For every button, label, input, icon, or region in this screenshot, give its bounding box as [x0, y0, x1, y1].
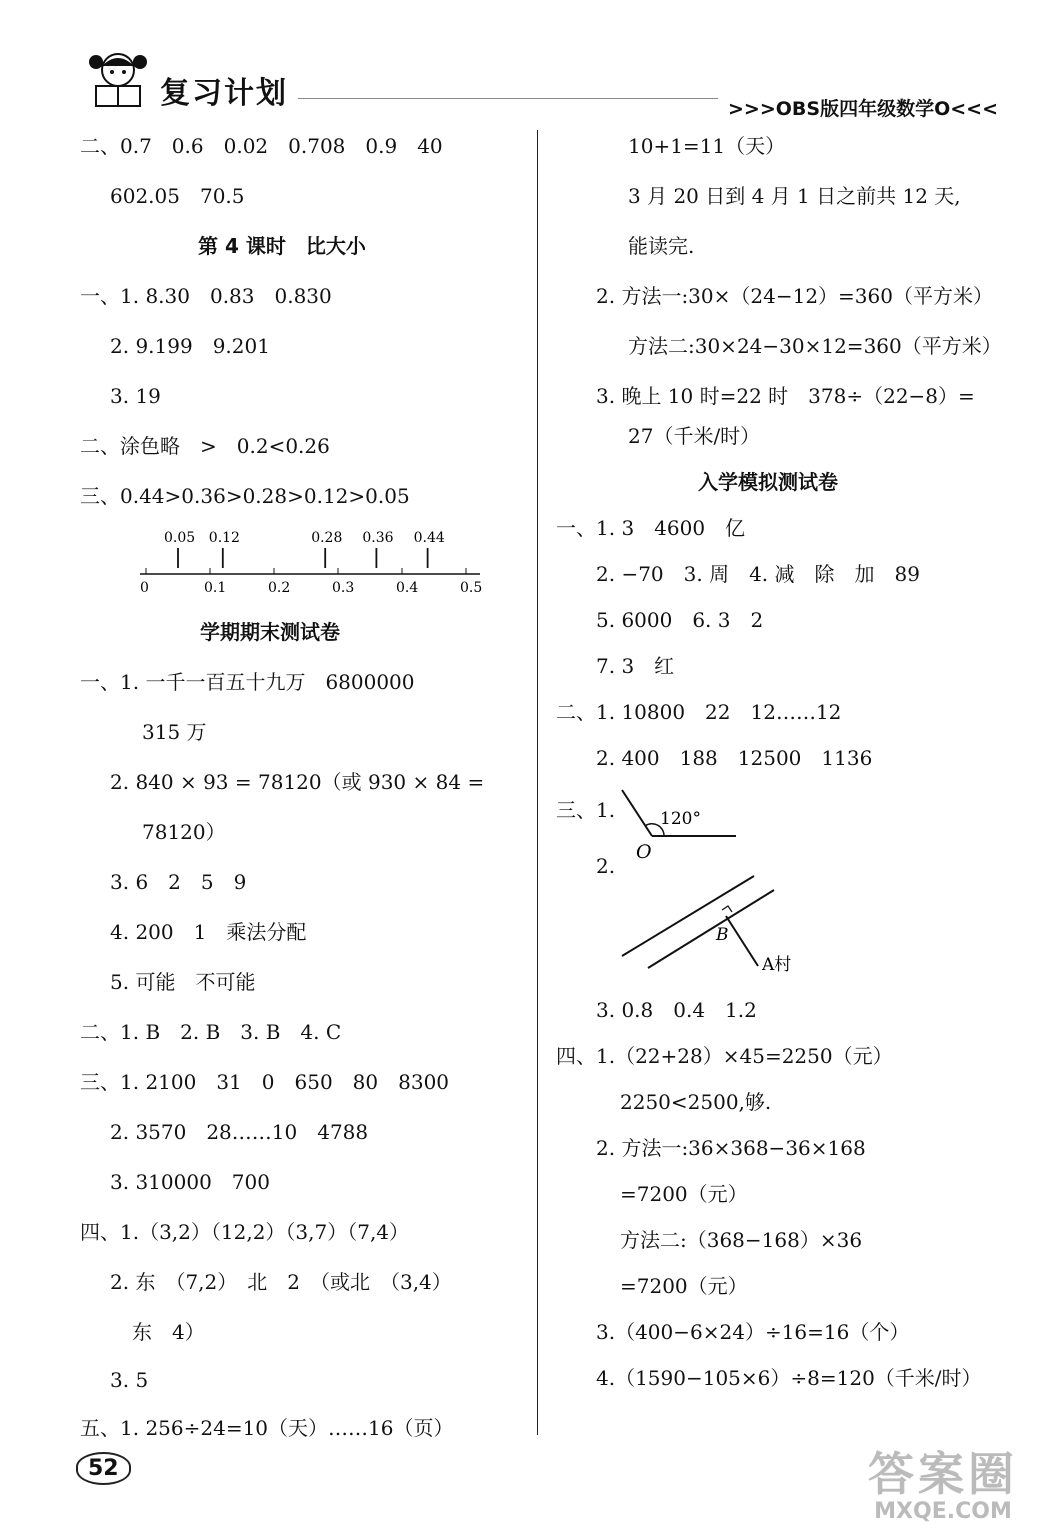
answer-line: 4. 200 1 乘法分配	[110, 920, 307, 944]
header-rule	[298, 98, 718, 99]
answer-line: 2.	[596, 854, 616, 878]
marked-point-label: 0.12	[208, 530, 240, 546]
section-heading: 第 4 课时 比大小	[198, 234, 366, 258]
answer-line: 2. 方法一:30×（24−12）=360（平方米）	[596, 284, 993, 308]
answer-line: 2. 840 × 93 = 78120（或 930 × 84 =	[110, 770, 485, 794]
answer-line: 315 万	[142, 720, 207, 744]
answer-line: 10+1=11（天）	[628, 134, 786, 158]
answer-line: 二、涂色略 > 0.2<0.26	[80, 434, 330, 458]
answer-line: 四、1.（22+28）×45=2250（元）	[556, 1044, 893, 1068]
answer-line: 3. 6 2 5 9	[110, 870, 247, 894]
marked-point-label: 0.05	[164, 530, 196, 546]
answer-line: 3 月 20 日到 4 月 1 日之前共 12 天,	[628, 184, 961, 208]
answer-line: 一、1. 3 4600 亿	[556, 516, 746, 540]
section-heading: 入学模拟测试卷	[698, 470, 838, 494]
answer-line: =7200（元）	[620, 1274, 748, 1298]
marked-point-label: 0.36	[362, 530, 394, 546]
answer-line: 一、1. 一千一百五十九万 6800000	[80, 670, 415, 694]
answer-line: 一、1. 8.30 0.83 0.830	[80, 284, 332, 308]
watermark-line2: MXQE.COM	[874, 1499, 1012, 1524]
watermark-line1: 答案圈	[868, 1447, 1018, 1501]
answer-line: 602.05 70.5	[110, 184, 245, 208]
answer-line: 3.（400−6×24）÷16=16（个）	[596, 1320, 910, 1344]
answer-line: 三、1. 2100 31 0 650 80 8300	[80, 1070, 450, 1094]
answer-line: 五、1. 256÷24=10（天）……16（页）	[80, 1416, 454, 1440]
answer-line: 78120）	[142, 820, 226, 844]
answer-line: 三、0.44>0.36>0.28>0.12>0.05	[80, 484, 410, 508]
axis-tick-label: 0	[140, 580, 149, 596]
marked-point-label: 0.44	[413, 530, 445, 546]
answer-line: 2. 东 （7,2） 北 2 （或北 （3,4）	[110, 1270, 452, 1294]
village-a-label: A村	[762, 955, 792, 975]
answer-line: 7. 3 红	[596, 654, 675, 678]
page-number: 52	[76, 1452, 131, 1485]
axis-tick-label: 0.4	[396, 580, 419, 596]
axis-tick-label: 0.5	[460, 580, 483, 596]
angle-vertex: O	[636, 841, 652, 863]
answer-line: 2. 3570 28……10 4788	[110, 1120, 369, 1144]
answer-line: 5. 6000 6. 3 2	[596, 608, 764, 632]
axis-tick-label: 0.3	[332, 580, 355, 596]
watermark	[868, 1449, 1018, 1524]
parallel-lines-diagram	[618, 866, 838, 986]
answer-line: 二、1. B 2. B 3. B 4. C	[80, 1020, 342, 1044]
answer-line: 2. −70 3. 周 4. 减 除 加 89	[596, 562, 920, 586]
answer-line: 3. 0.8 0.4 1.2	[596, 998, 757, 1022]
answer-line: 3. 晚上 10 时=22 时 378÷（22−8）=	[596, 384, 975, 408]
answer-line: 方法二:（368−168）×36	[620, 1228, 863, 1252]
mascot-logo	[82, 48, 154, 110]
answer-line: 3. 19	[110, 384, 161, 408]
answer-line: 2. 9.199 9.201	[110, 334, 270, 358]
angle-label: 120°	[660, 809, 701, 829]
answer-line: 4.（1590−105×6）÷8=120（千米/时）	[596, 1366, 982, 1390]
answer-line: 5. 可能 不可能	[110, 970, 256, 994]
axis-tick-label: 0.1	[204, 580, 227, 596]
answer-line: 能读完.	[628, 234, 695, 258]
answer-line: 3. 310000 700	[110, 1170, 270, 1194]
answer-line: 二、0.7 0.6 0.02 0.708 0.9 40	[80, 134, 443, 158]
answer-line: 2. 400 188 12500 1136	[596, 746, 873, 770]
answer-line: 3. 5	[110, 1368, 149, 1392]
answer-line: 方法二:30×24−30×12=360（平方米）	[628, 334, 1002, 358]
answer-line: 2250<2500,够.	[620, 1090, 772, 1114]
answer-line: 四、1.（3,2）（12,2）（3,7）（7,4）	[80, 1220, 410, 1244]
column-divider	[537, 130, 538, 1435]
answer-line: 东 4）	[132, 1320, 205, 1344]
point-b-label: B	[716, 925, 729, 945]
answer-line: 二、1. 10800 22 12……12	[556, 700, 842, 724]
answer-line: =7200（元）	[620, 1182, 748, 1206]
header-subtitle: >>>OBS版四年级数学O<<<	[728, 98, 998, 120]
header-title: 复习计划	[160, 76, 288, 111]
section-heading: 学期期末测试卷	[200, 620, 340, 644]
answer-line: 27（千米/时）	[628, 424, 761, 448]
answer-line: 三、1.	[556, 798, 616, 822]
angle-diagram	[612, 784, 742, 864]
axis-tick-label: 0.2	[268, 580, 291, 596]
answer-line: 2. 方法一:36×368−36×168	[596, 1136, 866, 1160]
marked-point-label: 0.28	[311, 530, 343, 546]
number-line-diagram	[136, 528, 486, 596]
